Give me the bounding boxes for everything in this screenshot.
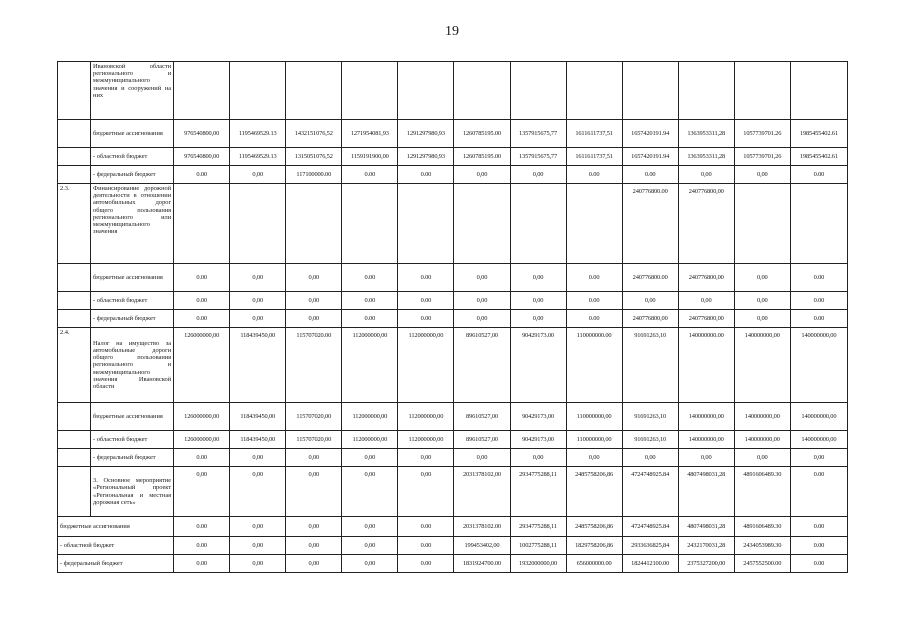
row-description: Финансирование дорожной деятельности в отношении автомобильных дорог общего пользования регионального или межмуниципального значения (91, 184, 174, 264)
table-cell: 89610527,00 (454, 431, 510, 449)
table-cell: 0.00 (174, 166, 230, 184)
table-cell: 0.00 (398, 517, 454, 537)
table-cell: 115707020,00 (286, 431, 342, 449)
table-cell: 112000000,00 (398, 328, 454, 403)
table-cell: 0,00 (286, 467, 342, 517)
table-cell: 0,00 (398, 467, 454, 517)
table-cell: 2457552500.00 (734, 555, 790, 573)
table-cell: 1195469529.13 (230, 148, 286, 166)
table-cell: 1271954081,93 (342, 120, 398, 148)
row-index (58, 120, 91, 148)
table-cell: 0.00 (566, 264, 622, 292)
table-cell: 0,00 (678, 292, 734, 310)
row-index (58, 62, 91, 120)
table-cell: 1824412100.00 (622, 555, 678, 573)
table-cell: 976540800,00 (174, 148, 230, 166)
table-row (58, 555, 848, 573)
table-cell: 0.00 (566, 310, 622, 328)
table-cell (790, 184, 847, 264)
table-cell: 112000000,00 (342, 403, 398, 431)
table-cell: 0.00 (174, 449, 230, 467)
table-cell: 1002775288,11 (510, 537, 566, 555)
table-row (58, 148, 848, 166)
table-cell: 90429173,00 (510, 431, 566, 449)
table-cell: 0,00 (454, 310, 510, 328)
table-cell: 1831924700.00 (454, 555, 510, 573)
table-cell (230, 62, 286, 120)
row-index (58, 264, 91, 292)
table-cell: 90429173.00 (510, 328, 566, 403)
table-cell: 1195469529.13 (230, 120, 286, 148)
table-cell: 112000000,00 (342, 328, 398, 403)
table-cell: 1357915675,77 (510, 148, 566, 166)
table-cell: 240776800.00 (622, 264, 678, 292)
table-cell: 0,00 (622, 292, 678, 310)
table-row (58, 517, 848, 537)
table-cell: 118439450,00 (230, 328, 286, 403)
table-cell: 0.00 (398, 292, 454, 310)
table-cell (734, 184, 790, 264)
table-cell: 0,00 (566, 449, 622, 467)
table-cell: 1932000000,00 (510, 555, 566, 573)
table-row (58, 467, 848, 517)
table-row (58, 310, 848, 328)
table-cell: 112000000,00 (398, 431, 454, 449)
table-cell (174, 62, 230, 120)
table-row (58, 537, 848, 555)
table-cell: 1057739701.26 (734, 120, 790, 148)
table-cell: 0,00 (678, 166, 734, 184)
page-number: 19 (445, 24, 459, 39)
table-cell: 1260785195.00 (454, 120, 510, 148)
table-cell: 0.00 (622, 166, 678, 184)
table-cell: 1363953311,28 (678, 120, 734, 148)
row-description: - областной бюджет (91, 431, 174, 449)
table-cell: 0.00 (174, 292, 230, 310)
row-description: - федеральный бюджет (91, 166, 174, 184)
table-cell: 0.00 (790, 310, 847, 328)
table-cell: 1611611737,51 (566, 120, 622, 148)
table-cell: 0,00 (342, 555, 398, 573)
row-description: 3. Основное мероприятие «Региональный проект «Региональная и местная дорожная сеть» (91, 467, 174, 517)
table-cell: 0,00 (622, 449, 678, 467)
row-description: Налог на имущество за автомобильные дороги общего пользования регионального и межмуниципального значения Ивановской области (91, 328, 174, 403)
row-description: - федеральный бюджет (91, 310, 174, 328)
table-cell: 0.00 (342, 264, 398, 292)
table-cell (286, 62, 342, 120)
table-cell: 2375327200,00 (678, 555, 734, 573)
table-cell: 0,00 (454, 449, 510, 467)
table-cell: 0,00 (510, 264, 566, 292)
table-cell: 0,00 (734, 310, 790, 328)
table-cell: 0,00 (454, 292, 510, 310)
table-cell: 0.00 (174, 555, 230, 573)
table-cell: 4724748925.84 (622, 467, 678, 517)
table-cell: 0.00 (790, 292, 847, 310)
table-cell: 0.00 (174, 517, 230, 537)
table-cell: 4724748925.84 (622, 517, 678, 537)
table-cell: 0.00 (174, 537, 230, 555)
table-cell: 0.00 (566, 292, 622, 310)
row-index (58, 166, 91, 184)
table-cell: 140000000.00 (678, 328, 734, 403)
table-cell: 112000000,00 (342, 431, 398, 449)
table-cell: 89610527,00 (454, 403, 510, 431)
table-cell: 0,00 (230, 555, 286, 573)
table-cell: 110000000.00 (566, 328, 622, 403)
table-cell: 0.00 (398, 555, 454, 573)
row-description: бюджетные ассигнования (91, 264, 174, 292)
table-cell: 0.00 (566, 166, 622, 184)
table-row (58, 292, 848, 310)
table-cell: 0,00 (734, 264, 790, 292)
row-description: - федеральный бюджет (91, 449, 174, 467)
table-cell: 240776800,00 (678, 264, 734, 292)
table-cell (622, 62, 678, 120)
table-cell (174, 184, 230, 264)
table-cell: 0.00 (790, 555, 847, 573)
table-cell: 0,00 (510, 166, 566, 184)
table-cell (510, 184, 566, 264)
row-index (58, 403, 91, 431)
table-cell: 0,00 (734, 166, 790, 184)
table-cell (342, 184, 398, 264)
table-cell: 1357915675,77 (510, 120, 566, 148)
table-cell: 0,00 (454, 166, 510, 184)
table-cell: 0.00 (398, 537, 454, 555)
table-cell: 0,00 (286, 264, 342, 292)
table-cell: 0,00 (790, 449, 847, 467)
row-description: - областной бюджет (91, 292, 174, 310)
table-cell: 2031378102.00 (454, 517, 510, 537)
table-cell: 0.00 (790, 517, 847, 537)
table-cell: 1432151076,52 (286, 120, 342, 148)
table-cell: 0,00 (510, 292, 566, 310)
table-cell (734, 62, 790, 120)
table-cell: 0,00 (230, 166, 286, 184)
table-cell: 1291297980,93 (398, 120, 454, 148)
table-cell: 140000000,00 (678, 431, 734, 449)
table-cell: 1057739701,26 (734, 148, 790, 166)
table-cell: 1657420191.94 (622, 148, 678, 166)
table-cell: 1315051076,52 (286, 148, 342, 166)
table-cell: 0,00 (286, 310, 342, 328)
table-cell: 4891606489.30 (734, 517, 790, 537)
table-cell: 112000000,00 (398, 403, 454, 431)
table-cell: 0,00 (286, 449, 342, 467)
table-cell: 2434053989.30 (734, 537, 790, 555)
table-cell: 140000000,00 (790, 403, 847, 431)
table-cell: 0,00 (230, 517, 286, 537)
table-cell (566, 62, 622, 120)
table-row (58, 120, 848, 148)
row-description: бюджетные ассигнования (91, 120, 174, 148)
table-cell: 2934775288,11 (510, 517, 566, 537)
table-cell: 0.00 (790, 166, 847, 184)
table-cell: 1985455402.61 (790, 148, 847, 166)
table-cell: 0,00 (454, 264, 510, 292)
table-cell: 0,00 (230, 310, 286, 328)
table-cell: 1363953311,28 (678, 148, 734, 166)
table-cell: 126000000,00 (174, 431, 230, 449)
table-cell: 115707020,00 (286, 403, 342, 431)
row-index (58, 431, 91, 449)
table-cell: 2934775288,11 (510, 467, 566, 517)
table-cell: 126000000,00 (174, 403, 230, 431)
table-cell: 110000000,00 (566, 403, 622, 431)
table-cell: 0,00 (286, 517, 342, 537)
table-cell: 90429173,00 (510, 403, 566, 431)
table-cell: 0.00 (790, 264, 847, 292)
table-cell: 117100000.00 (286, 166, 342, 184)
table-cell: 0.00 (398, 310, 454, 328)
table-cell: 0,00 (342, 449, 398, 467)
table-cell: 0.00 (398, 264, 454, 292)
table-cell: 91691263,10 (622, 431, 678, 449)
table-cell (678, 62, 734, 120)
table-cell: 2485758206,86 (566, 467, 622, 517)
table-cell: 1611611737,51 (566, 148, 622, 166)
row-index: 2.3. (58, 184, 91, 264)
table-cell: 976540800,00 (174, 120, 230, 148)
row-index (58, 148, 91, 166)
table-cell: 0.00 (790, 537, 847, 555)
table-cell: 0.00 (342, 310, 398, 328)
table-cell (398, 62, 454, 120)
table-cell: 0,00 (286, 292, 342, 310)
table-cell: 656000000.00 (566, 555, 622, 573)
table-cell: 140000000,00 (734, 328, 790, 403)
table-cell: 91691263,10 (622, 328, 678, 403)
table-cell: 140000000,00 (790, 431, 847, 449)
table-cell: 0,00 (286, 555, 342, 573)
table-cell: 140000000,00 (790, 328, 847, 403)
table-cell: 240776800,00 (622, 310, 678, 328)
table-cell: 0,00 (230, 264, 286, 292)
table-cell (230, 184, 286, 264)
table-row (58, 184, 848, 264)
table-cell: 0.00 (398, 166, 454, 184)
table-cell: 4891606489.30 (734, 467, 790, 517)
table-cell: 240776800,00 (678, 184, 734, 264)
table-cell: 2432170031,28 (678, 537, 734, 555)
table-cell: 115707020.00 (286, 328, 342, 403)
table-cell: 0,00 (734, 449, 790, 467)
table-cell: 0,00 (398, 449, 454, 467)
table-cell: 126000000,00 (174, 328, 230, 403)
row-description: - федеральный бюджет (58, 555, 174, 573)
table-cell: 4807498031,28 (678, 467, 734, 517)
table-cell (454, 184, 510, 264)
table-row (58, 328, 848, 403)
table-row (58, 166, 848, 184)
table-cell: 0.00 (342, 292, 398, 310)
table-cell: 0,00 (174, 467, 230, 517)
table-cell: 110000000,00 (566, 431, 622, 449)
table-cell: 0,00 (342, 517, 398, 537)
budget-table (57, 61, 848, 573)
table-cell: 0,00 (230, 449, 286, 467)
row-description: - областной бюджет (91, 148, 174, 166)
table-row (58, 403, 848, 431)
table-cell: 0,00 (734, 292, 790, 310)
table-cell (342, 62, 398, 120)
table-cell: 1829758206,86 (566, 537, 622, 555)
table-cell: 118439450,00 (230, 431, 286, 449)
row-index (58, 292, 91, 310)
table-row (58, 449, 848, 467)
table-cell: 0.00 (174, 264, 230, 292)
table-cell: 0,00 (286, 537, 342, 555)
row-index: 2.4. (58, 328, 91, 403)
table-cell: 118439450,00 (230, 403, 286, 431)
table-cell: 0.00 (174, 310, 230, 328)
row-description: Ивановской области регионального и межмуниципального значения и сооружений на них (91, 62, 174, 120)
table-cell: 1985455402.61 (790, 120, 847, 148)
table-cell: 1159191900,00 (342, 148, 398, 166)
table-cell (790, 62, 847, 120)
table-cell: 89610527,00 (454, 328, 510, 403)
row-index (58, 449, 91, 467)
table-cell: 140000000,00 (734, 431, 790, 449)
table-cell: 199453402,00 (454, 537, 510, 555)
table-cell: 1291297980,93 (398, 148, 454, 166)
table-cell (510, 62, 566, 120)
row-index (58, 467, 91, 517)
table-cell: 240776800.00 (622, 184, 678, 264)
table-cell: 2933636825,84 (622, 537, 678, 555)
table-cell: 0,00 (342, 537, 398, 555)
table-cell: 2485758206,86 (566, 517, 622, 537)
table-cell (566, 184, 622, 264)
table-cell: 0.00 (790, 467, 847, 517)
table-cell: 0,00 (678, 449, 734, 467)
table-cell: 0,00 (342, 467, 398, 517)
table-cell: 4807498031,28 (678, 517, 734, 537)
table-cell (454, 62, 510, 120)
table-cell (286, 184, 342, 264)
table-cell: 2031378102,00 (454, 467, 510, 517)
table-cell (398, 184, 454, 264)
table-cell: 0,00 (510, 449, 566, 467)
table-cell: 0,00 (510, 310, 566, 328)
row-index (58, 310, 91, 328)
table-row (58, 62, 848, 120)
table-cell: 140000000,00 (734, 403, 790, 431)
table-cell: 0,00 (230, 537, 286, 555)
table-cell: 1260785195.00 (454, 148, 510, 166)
table-cell: 240776800,00 (678, 310, 734, 328)
table-row (58, 264, 848, 292)
table-cell: 1657420191.94 (622, 120, 678, 148)
table-cell: 91691263,10 (622, 403, 678, 431)
table-cell: 140000000,00 (678, 403, 734, 431)
row-description: бюджетные ассигнования (91, 403, 174, 431)
row-description: - областной бюджет (58, 537, 174, 555)
table-row (58, 431, 848, 449)
row-description: бюджетные ассигнования (58, 517, 174, 537)
table-cell: 0.00 (342, 166, 398, 184)
table-cell: 0,00 (230, 292, 286, 310)
table-cell: 0,00 (230, 467, 286, 517)
